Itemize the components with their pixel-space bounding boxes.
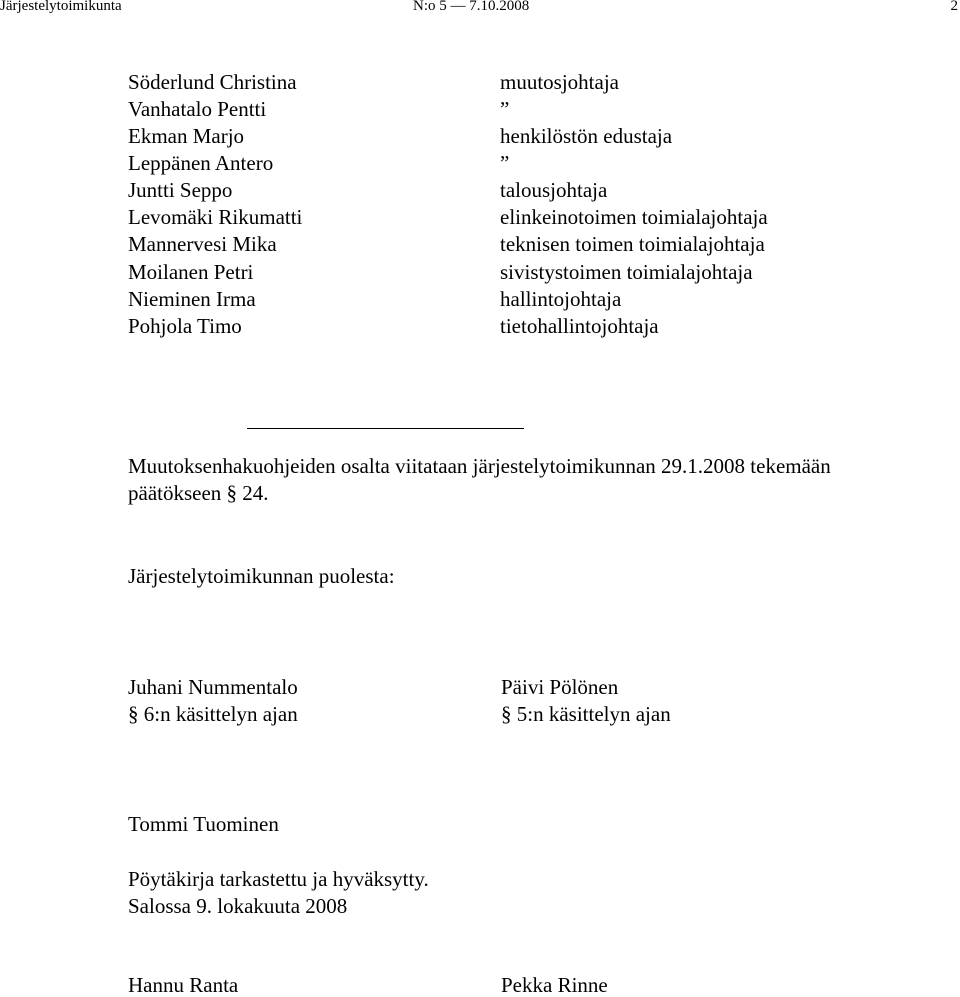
page-header: [0, 0, 960, 16]
member-role: sivistystoimen toimialajohtaja: [500, 260, 753, 284]
appeal-notice-line-1: Muutoksenhakuohjeiden osalta viitataan järjestelytoimikunnan 29.1.2008 tekemään: [128, 454, 831, 478]
member-role: muutosjohtaja: [500, 70, 619, 94]
member-role: hallintojohtaja: [500, 287, 622, 311]
member-name: Söderlund Christina: [128, 70, 297, 94]
member-role: teknisen toimen toimialajohtaja: [500, 232, 765, 256]
member-name: Levomäki Rikumatti: [128, 205, 303, 229]
member-role: ”: [500, 151, 510, 175]
member-role: talousjohtaja: [500, 178, 608, 202]
header-committee-name: Järjestelytoimikunta: [0, 0, 122, 14]
signatory-note: § 6:n käsittelyn ajan: [128, 702, 298, 726]
member-name: Leppänen Antero: [128, 151, 274, 175]
examiner-name: Pekka Rinne: [501, 973, 608, 997]
signatory-name: Juhani Nummentalo: [128, 675, 298, 699]
signatory-name: Päivi Pölönen: [501, 675, 619, 699]
member-name: Mannervesi Mika: [128, 232, 277, 256]
appeal-notice-line-2: päätökseen § 24.: [128, 481, 269, 505]
secretary-name: Tommi Tuominen: [128, 812, 279, 836]
member-name: Vanhatalo Pentti: [128, 97, 267, 121]
member-name: Nieminen Irma: [128, 287, 256, 311]
header-page-number: 2: [950, 0, 958, 14]
signatory-note: § 5:n käsittelyn ajan: [501, 702, 671, 726]
approval-statement: Pöytäkirja tarkastettu ja hyväksytty.: [128, 867, 429, 891]
approval-place-date: Salossa 9. lokakuuta 2008: [128, 894, 348, 918]
member-role: tietohallintojohtaja: [500, 314, 659, 338]
section-divider: [247, 428, 524, 429]
member-role: henkilöstön edustaja: [500, 124, 673, 148]
member-name: Ekman Marjo: [128, 124, 245, 148]
examiner-name: Hannu Ranta: [128, 973, 239, 997]
header-meeting-number-date: N:o 5 — 7.10.2008: [413, 0, 530, 14]
member-role: ”: [500, 97, 510, 121]
member-name: Moilanen Petri: [128, 260, 254, 284]
member-name: Pohjola Timo: [128, 314, 242, 338]
on-behalf-label: Järjestelytoimikunnan puolesta:: [128, 564, 395, 588]
member-role: elinkeinotoimen toimialajohtaja: [500, 205, 768, 229]
member-name: Juntti Seppo: [128, 178, 233, 202]
